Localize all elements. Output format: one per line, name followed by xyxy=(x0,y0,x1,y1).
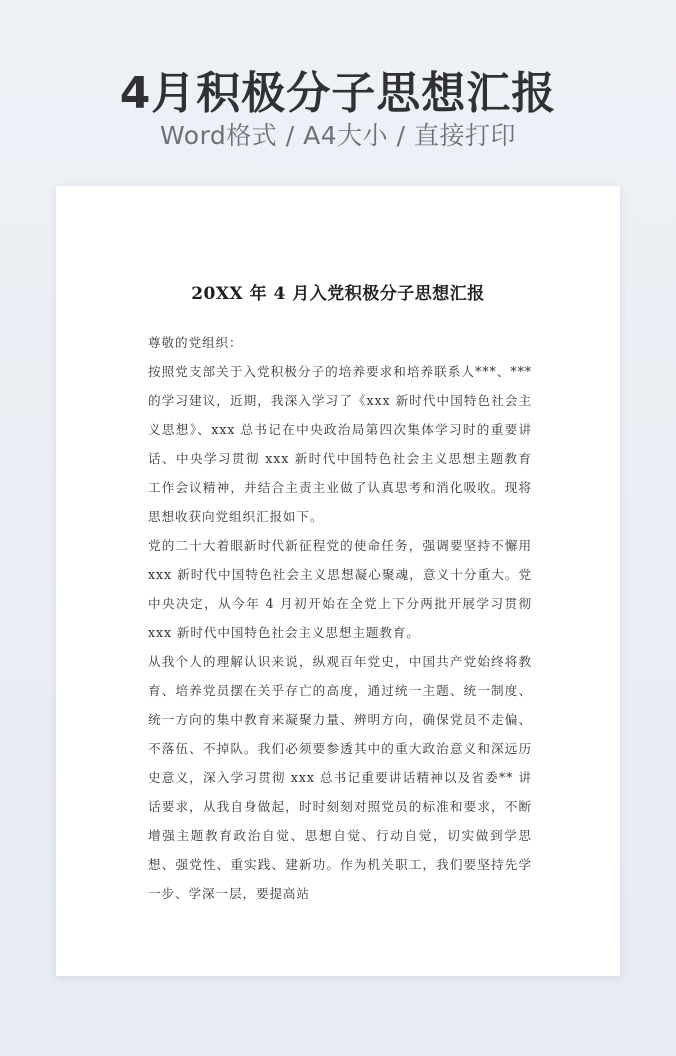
paragraph: 党的二十大着眼新时代新征程党的使命任务，强调要坚持不懈用 xxx 新时代中国特色社会主义思想凝心聚魂，意义十分重大。党中央决定，从今年 4 月初开始在全党上下分两批开展学习贯彻 xxx 新时代中国特色社会主义思想主题教育。 xyxy=(148,538,532,640)
document-body xyxy=(148,328,532,908)
paragraph: 从我个人的理解认识来说，纵观百年党史，中国共产党始终将教育、培养党员摆在关乎存亡的高度，通过统一主题、统一制度、统一方向的集中教育来凝聚力量、辨明方向，确保党员不走偏、不落伍、不掉队。我们必须要参透其中的重大政治意义和深远历史意义，深入学习贯彻 xxx 总书记重要讲话精神以及省委** 讲话要求，从我自身做起，时时刻刻对照党员的标准和要求，不断增强主题教育政治自觉、思想自觉、行动自觉，切实做到学思想、强党性、重实践、建新功。作为机关职工，我们要坚持先学一步、学深一层，要提高站 xyxy=(148,654,532,901)
salutation: 尊敬的党组织： xyxy=(148,335,243,350)
page-title: 4月积极分子思想汇报 xyxy=(119,68,557,119)
document-title: 20XX 年 4 月入党积极分子思想汇报 xyxy=(191,284,485,304)
page-subtitle: Word格式 / A4大小 / 直接打印 xyxy=(160,121,516,150)
paragraph: 按照党支部关于入党积极分子的培养要求和培养联系人***、***的学习建议，近期，我深入学习了《xxx 新时代中国特色社会主义思想》、xxx 总书记在中央政治局第四次集体学习时的重要讲话、中央学习贯彻 xxx 新时代中国特色社会主义思想主题教育工作会议精神，并结合主责主业做了认真思考和消化吸收。现将思想收获向党组织汇报如下。 xyxy=(148,364,532,524)
header-banner xyxy=(0,0,676,175)
document-page xyxy=(56,186,620,976)
